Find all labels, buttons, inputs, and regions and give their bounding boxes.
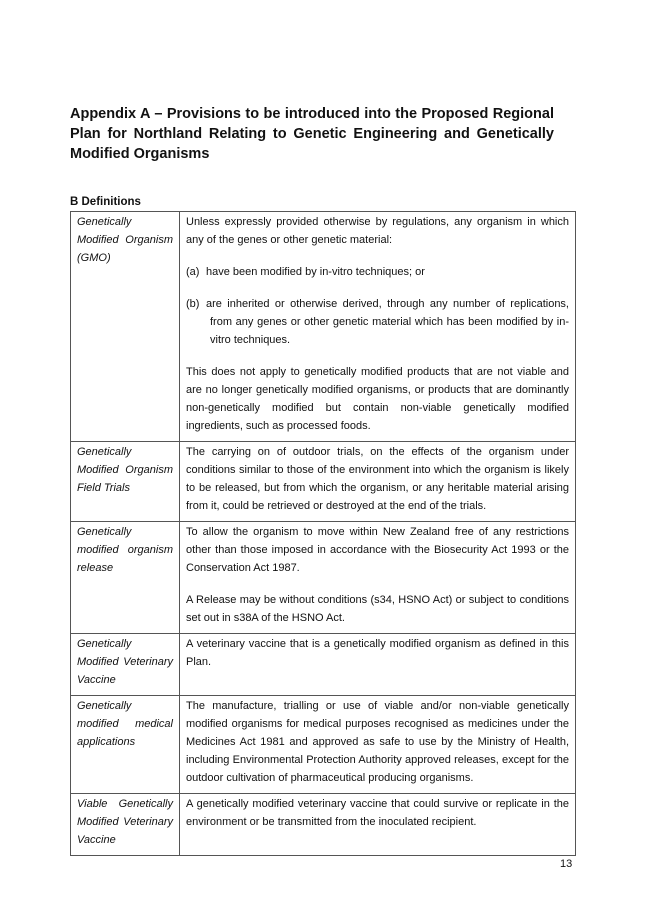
definition-term: Genetically Modified Organism Field Trials	[71, 442, 180, 522]
definition-paragraph: A veterinary vaccine that is a genetically modified organism as defined in this Plan.	[186, 638, 569, 668]
list-item	[186, 263, 569, 281]
table-row	[71, 522, 576, 634]
section-label: B Definitions	[70, 196, 141, 208]
definition-term: Viable Genetically Modified Veterinary Vaccine	[71, 794, 180, 856]
definition-term: Genetically modified organism release	[71, 522, 180, 634]
table-row	[71, 696, 576, 794]
definition-paragraph: A Release may be without conditions (s34, HSNO Act) or subject to conditions set out in s38A of the HSNO Act.	[186, 594, 569, 624]
table-row	[71, 442, 576, 522]
definition-paragraph: The carrying on of outdoor trials, on the effects of the organism under conditions similar to those of the environment into which the organism is likely to be released, but from which the organism, or any heritable material arising from it, could be retrieved or destroyed at the end of the trials.	[186, 446, 569, 512]
list-item-label: (b)	[186, 298, 200, 310]
list-item	[186, 295, 569, 349]
definition-text	[180, 634, 576, 696]
definitions-table	[70, 211, 576, 856]
definition-text	[180, 794, 576, 856]
definition-paragraph: Unless expressly provided otherwise by regulations, any organism in which any of the genes or other genetic material:	[186, 216, 569, 246]
list-item-text: have been modified by in-vitro techniques; or	[206, 266, 425, 278]
definition-text	[180, 442, 576, 522]
table-row	[71, 634, 576, 696]
appendix-heading: Appendix A – Provisions to be introduced into the Proposed Regional Plan for Northland Relating to Genetic Engineering and Genetically Modified Organisms	[70, 106, 554, 162]
list-item-label: (a)	[186, 266, 200, 278]
page-number: 13	[560, 858, 573, 870]
list-item-text: are inherited or otherwise derived, through any number of replications, from any genes or other genetic material which has been modified by in-vitro techniques.	[206, 298, 569, 346]
definition-paragraph: The manufacture, trialling or use of viable and/or non-viable genetically modified organisms for medical purposes recognised as medicines under the Medicines Act 1981 and approved as safe to use by the Ministry of Health, including Environmental Protection Authority approved releases, except for the outdoor cultivation of pharmaceutical producing organisms.	[186, 700, 569, 784]
table-row	[71, 794, 576, 856]
definition-paragraph: To allow the organism to move within New Zealand free of any restrictions other than those imposed in accordance with the Biosecurity Act 1993 or the Conservation Act 1987.	[186, 526, 569, 574]
definition-term: Genetically Modified Veterinary Vaccine	[71, 634, 180, 696]
definition-paragraph: A genetically modified veterinary vaccine that could survive or replicate in the environment or be transmitted from the inoculated recipient.	[186, 798, 569, 828]
definition-text	[180, 696, 576, 794]
definition-paragraph: This does not apply to genetically modified products that are not viable and are no longer genetically modified organisms, or products that are dominantly non-genetically modified but contain non-viable genetically modified ingredients, such as processed foods.	[186, 366, 569, 432]
definition-text	[180, 522, 576, 634]
definition-term: Genetically modified medical applications	[71, 696, 180, 794]
table-row	[71, 212, 576, 442]
definition-text	[180, 212, 576, 442]
definition-term: Genetically Modified Organism (GMO)	[71, 212, 180, 442]
